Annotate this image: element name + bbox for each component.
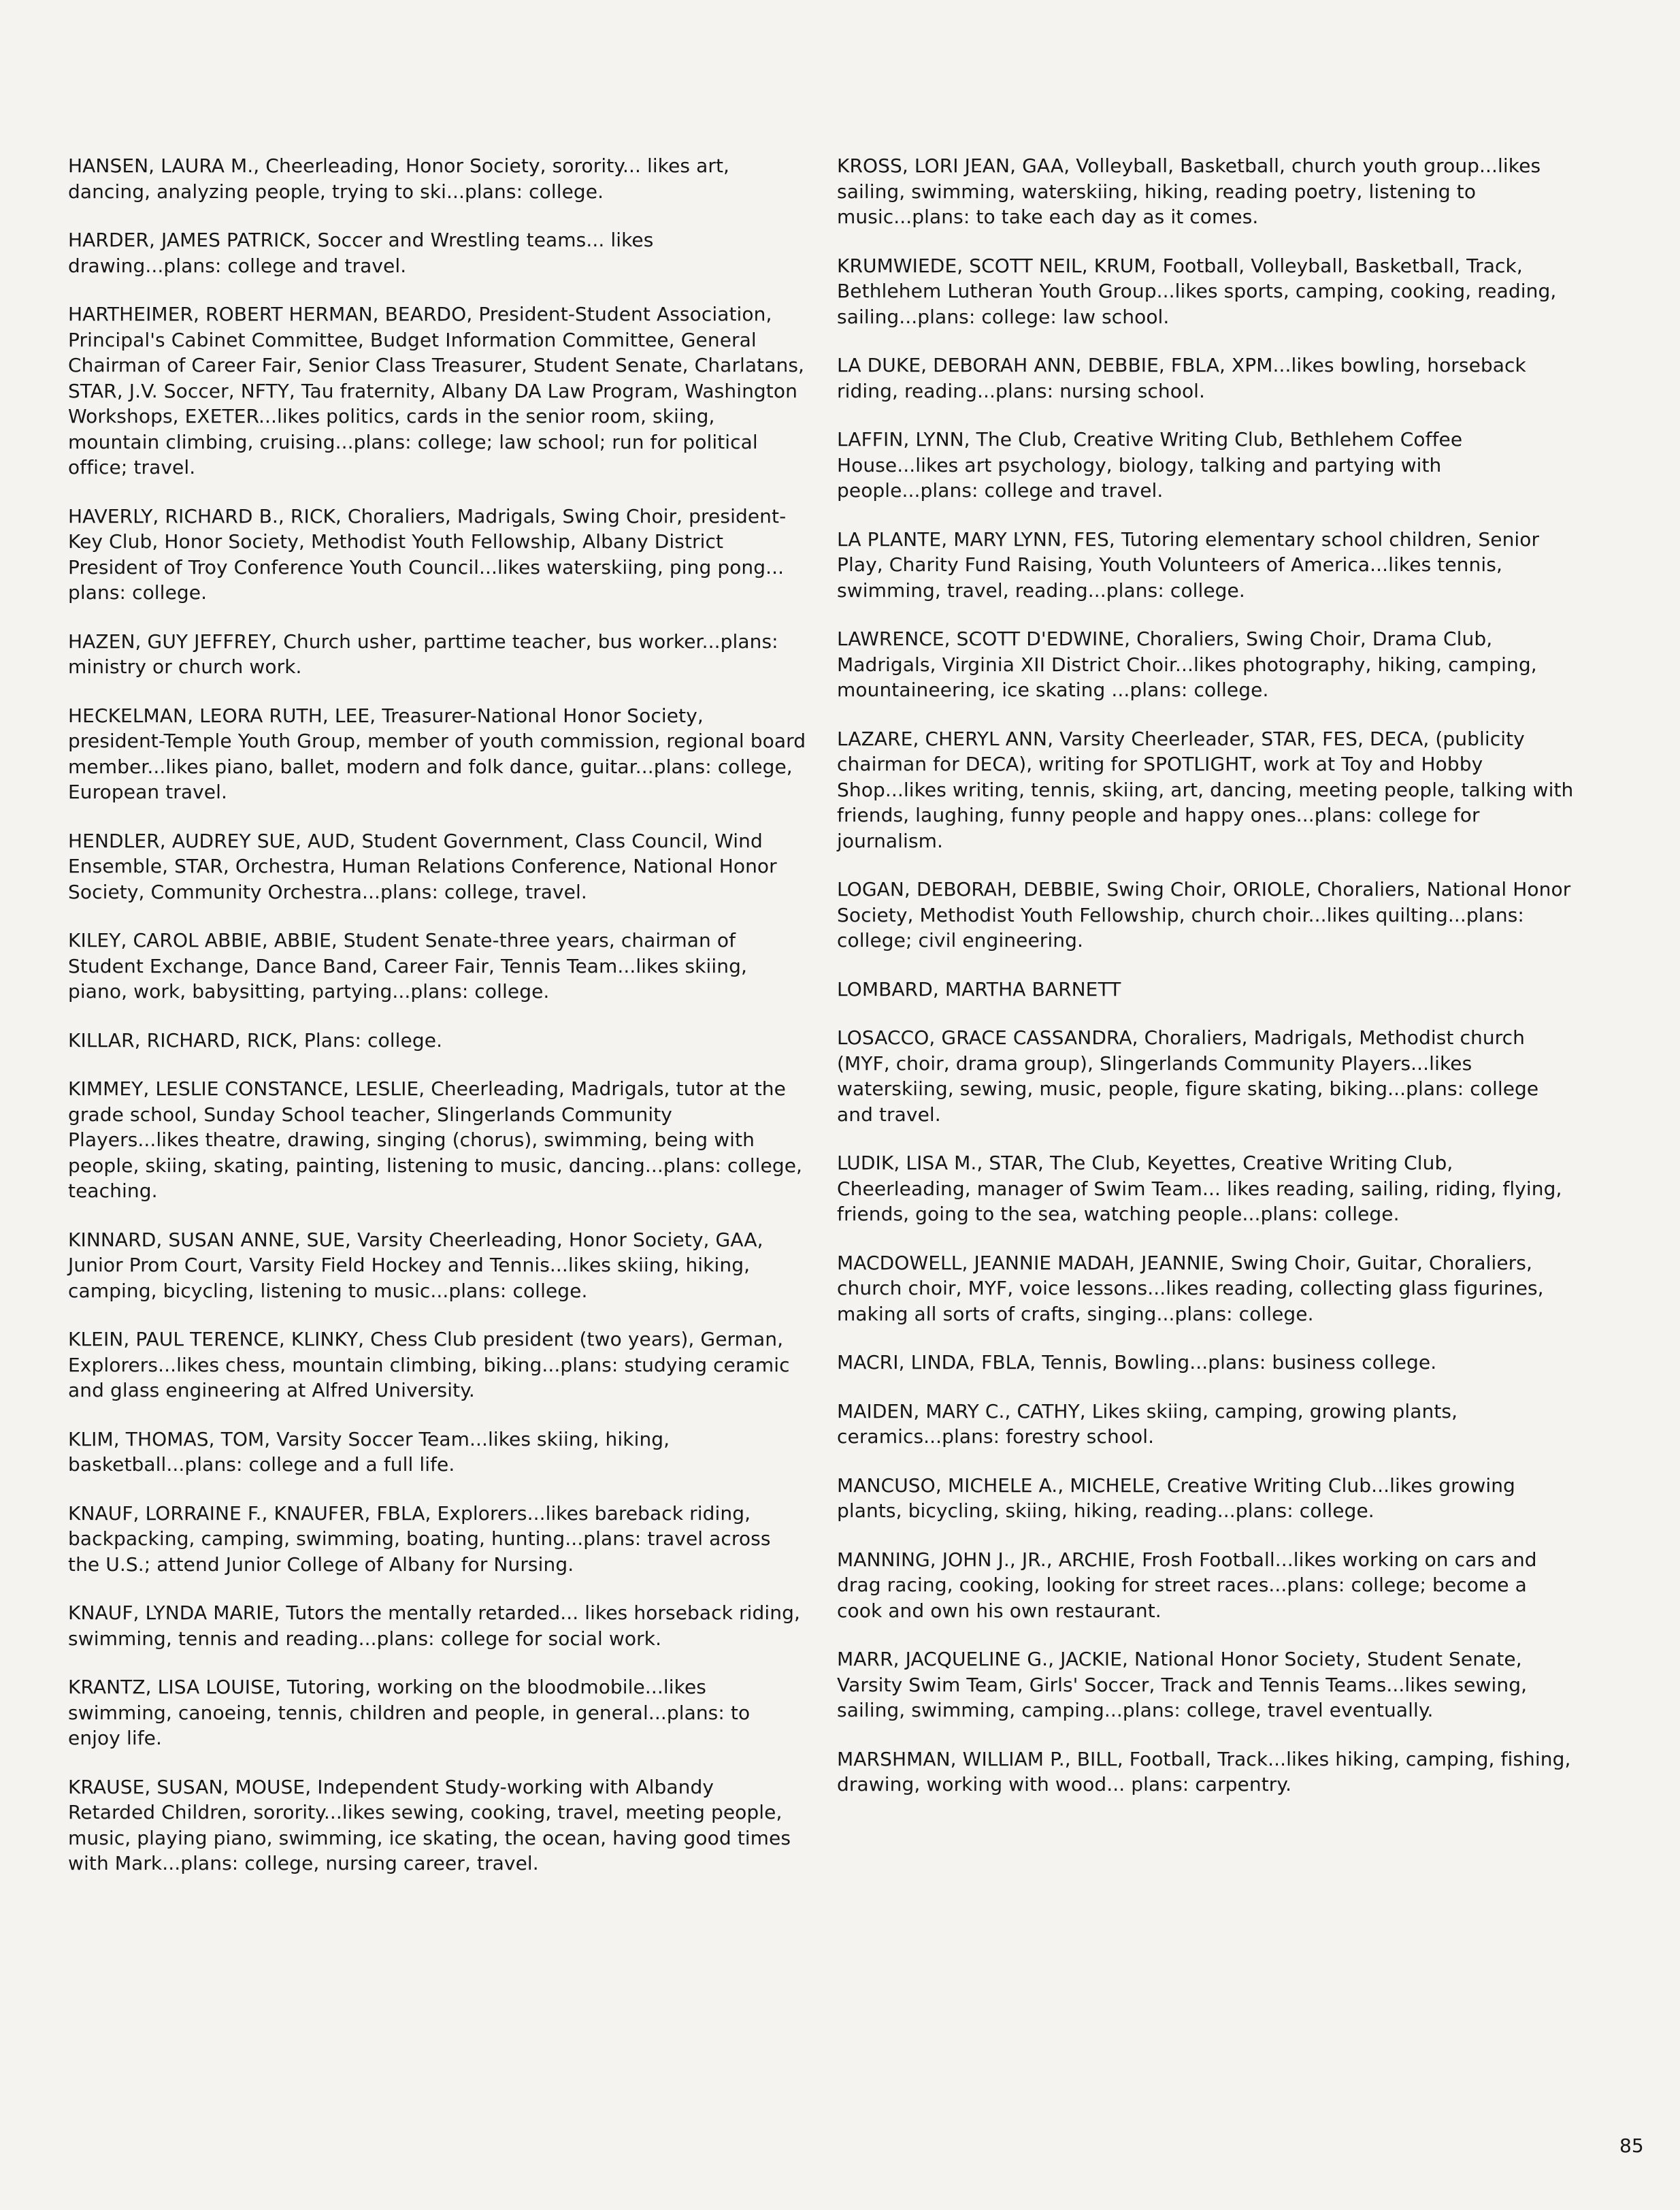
entry-hazen: HAZEN, GUY JEFFREY, Church usher, parttime teacher, bus worker...plans: ministry or church work. [68, 630, 778, 678]
entry-hendler: HENDLER, AUDREY SUE, AUD, Student Government, Class Council, Wind Ensemble, STAR, Orchestra, Human Relations Conference, National Honor Society, Community Orchestra...plans: college, travel. [68, 829, 777, 903]
entry-harder: HARDER, JAMES PATRICK, Soccer and Wrestling teams... likes drawing...plans: college and travel. [68, 229, 654, 277]
entry-krantz: KRANTZ, LISA LOUISE, Tutoring, working on the bloodmobile...likes swimming, canoeing, tennis, children and people, in general...plans: to enjoy life. [68, 1676, 751, 1749]
entry-haverly: HAVERLY, RICHARD B., RICK, Choraliers, Madrigals, Swing Choir, president-Key Club, Honor Society, Methodist Youth Fellowship, Albany District President of Troy Conference Youth Council...likes waterskiing, ping pong... plans: college. [68, 504, 787, 604]
entry-logan: LOGAN, DEBORAH, DEBBIE, Swing Choir, ORIOLE, Choraliers, National Honor Society, Methodist Youth Fellowship, church choir...likes quilting...plans: college; civil engineering. [837, 878, 1571, 952]
entry-knauf-lorraine: KNAUF, LORRAINE F., KNAUFER, FBLA, Explorers...likes bareback riding, backpacking, camping, swimming, boating, hunting...plans: travel across the U.S.; attend Junior College of Albany for Nursing. [68, 1501, 771, 1576]
entry-lombard: LOMBARD, MARTHA BARNETT [837, 977, 1121, 1001]
entry-marr: MARR, JACQUELINE G., JACKIE, National Honor Society, Student Senate, Varsity Swim Team, Girls' Soccer, Track and Tennis Teams...likes sewing, sailing, swimming, camping...plans: college, travel eventually. [837, 1648, 1528, 1721]
entry-losacco: LOSACCO, GRACE CASSANDRA, Choraliers, Madrigals, Methodist church (MYF, choir, drama group), Slingerlands Community Players...likes waterskiing, sewing, music, people, figure skating, biking...plans: college and travel. [837, 1026, 1539, 1126]
entry-mancuso: MANCUSO, MICHELE A., MICHELE, Creative Writing Club...likes growing plants, bicycling, skiing, hiking, reading...plans: college. [837, 1474, 1515, 1522]
entry-la-plante: LA PLANTE, MARY LYNN, FES, Tutoring elementary school children, Senior Play, Charity Fund Raising, Youth Volunteers of America...likes tennis, swimming, travel, reading...plans: college. [837, 527, 1540, 602]
entry-lazare: LAZARE, CHERYL ANN, Varsity Cheerleader, STAR, FES, DECA, (publicity chairman for DECA), writing for SPOTLIGHT, work at Toy and Hobby Shop...likes writing, tennis, skiing, art, dancing, meeting people, talking with friends, laughing, funny people and happy ones...plans: college for journalism. [837, 727, 1574, 852]
entry-killar: KILLAR, RICHARD, RICK, Plans: college. [68, 1028, 443, 1052]
entry-laffin: LAFFIN, LYNN, The Club, Creative Writing Club, Bethlehem Coffee House...likes art psychology, biology, talking and partying with people...plans: college and travel. [837, 428, 1463, 502]
entry-la-duke: LA DUKE, DEBORAH ANN, DEBBIE, FBLA, XPM...likes bowling, horseback riding, reading...plans: nursing school. [837, 354, 1526, 402]
entry-hartheimer: HARTHEIMER, ROBERT HERMAN, BEARDO, President-Student Association, Principal's Cabinet Committee, Budget Information Committee, General Chairman of Career Fair, Senior Class Treasurer, Student Senate, Charlatans, STAR, J.V. Soccer, NFTY, Tau fraternity, Albany DA Law Program, Washington Workshops, EXETER...likes politics, cards in the senior room, skiing, mountain climbing, cruising...plans: college; law school; run for political office; travel. [68, 303, 805, 478]
right-column [837, 153, 1575, 1821]
entry-kinnard: KINNARD, SUSAN ANNE, SUE, Varsity Cheerleading, Honor Society, GAA, Junior Prom Court, Varsity Field Hockey and Tennis...likes skiing, hiking, camping, bicycling, listening to music...plans: college. [68, 1228, 763, 1302]
entry-ludik: LUDIK, LISA M., STAR, The Club, Keyettes, Creative Writing Club, Cheerleading, manager of Swim Team... likes reading, sailing, riding, flying, friends, going to the sea, watching people...plans: college. [837, 1152, 1562, 1225]
entry-manning: MANNING, JOHN J., JR., ARCHIE, Frosh Football...likes working on cars and drag racing, cooking, looking for street races...plans: college; become a cook and own his own restaurant. [837, 1548, 1537, 1622]
entry-kimmey: KIMMEY, LESLIE CONSTANCE, LESLIE, Cheerleading, Madrigals, tutor at the grade school, Sunday School teacher, Slingerlands Community Players...likes theatre, drawing, singing (chorus), swimming, being with people, skiing, skating, painting, listening to music, dancing...plans: college, teaching. [68, 1077, 803, 1202]
entry-lawrence: LAWRENCE, SCOTT D'EDWINE, Choraliers, Swing Choir, Drama Club, Madrigals, Virginia XII District Choir...likes photography, hiking, camping, mountaineering, ice skating ...plans: college. [837, 628, 1537, 701]
entry-kiley: KILEY, CAROL ABBIE, ABBIE, Student Senate-three years, chairman of Student Exchange, Dance Band, Career Fair, Tennis Team...likes skiing, piano, work, babysitting, partying...plans: college. [68, 929, 747, 1003]
entry-macri: MACRI, LINDA, FBLA, Tennis, Bowling...plans: business college. [837, 1351, 1437, 1374]
entry-heckelman: HECKELMAN, LEORA RUTH, LEE, Treasurer-National Honor Society, president-Temple Youth Group, member of youth commission, regional board member...likes piano, ballet, modern and folk dance, guitar...plans: college, European travel. [68, 704, 806, 803]
left-column [68, 153, 806, 1900]
entry-hansen: HANSEN, LAURA M., Cheerleading, Honor Society, sorority... likes art, dancing, analyzing people, trying to ski...plans: college. [68, 155, 730, 203]
entry-macdowell: MACDOWELL, JEANNIE MADAH, JEANNIE, Swing Choir, Guitar, Choraliers, church choir, MYF, voice lessons...likes reading, collecting glass figurines, making all sorts of crafts, singing...plans: college. [837, 1251, 1544, 1325]
entry-marshman: MARSHMAN, WILLIAM P., BILL, Football, Track...likes hiking, camping, fishing, drawing, working with wood... plans: carpentry. [837, 1747, 1571, 1795]
entry-klim: KLIM, THOMAS, TOM, Varsity Soccer Team...likes skiing, hiking, basketball...plans: college and a full life. [68, 1427, 670, 1476]
entry-kross: KROSS, LORI JEAN, GAA, Volleyball, Basketball, church youth group...likes sailing, swimming, waterskiing, hiking, reading poetry, listening to music...plans: to take each day as it comes. [837, 155, 1541, 228]
entry-krumwiede: KRUMWIEDE, SCOTT NEIL, KRUM, Football, Volleyball, Basketball, Track, Bethlehem Lutheran Youth Group...likes sports, camping, cooking, reading, sailing...plans: college: law school. [837, 254, 1557, 328]
entry-krause: KRAUSE, SUSAN, MOUSE, Independent Study-working with Albandy Retarded Children, sorority...likes sewing, cooking, travel, meeting people, music, playing piano, swimming, ice skating, the ocean, having good times with Mark...plans: college, nursing career, travel. [68, 1775, 791, 1874]
entry-klein: KLEIN, PAUL TERENCE, KLINKY, Chess Club president (two years), German, Explorers...likes chess, mountain climbing, biking...plans: studying ceramic and glass engineering at Alfred University. [68, 1328, 790, 1401]
entry-maiden: MAIDEN, MARY C., CATHY, Likes skiing, camping, growing plants, ceramics...plans: forestry school. [837, 1399, 1458, 1448]
page-number: 85 [1619, 2134, 1644, 2157]
entry-knauf-lynda: KNAUF, LYNDA MARIE, Tutors the mentally retarded... likes horseback riding, swimming, tennis and reading...plans: college for social work. [68, 1602, 800, 1650]
